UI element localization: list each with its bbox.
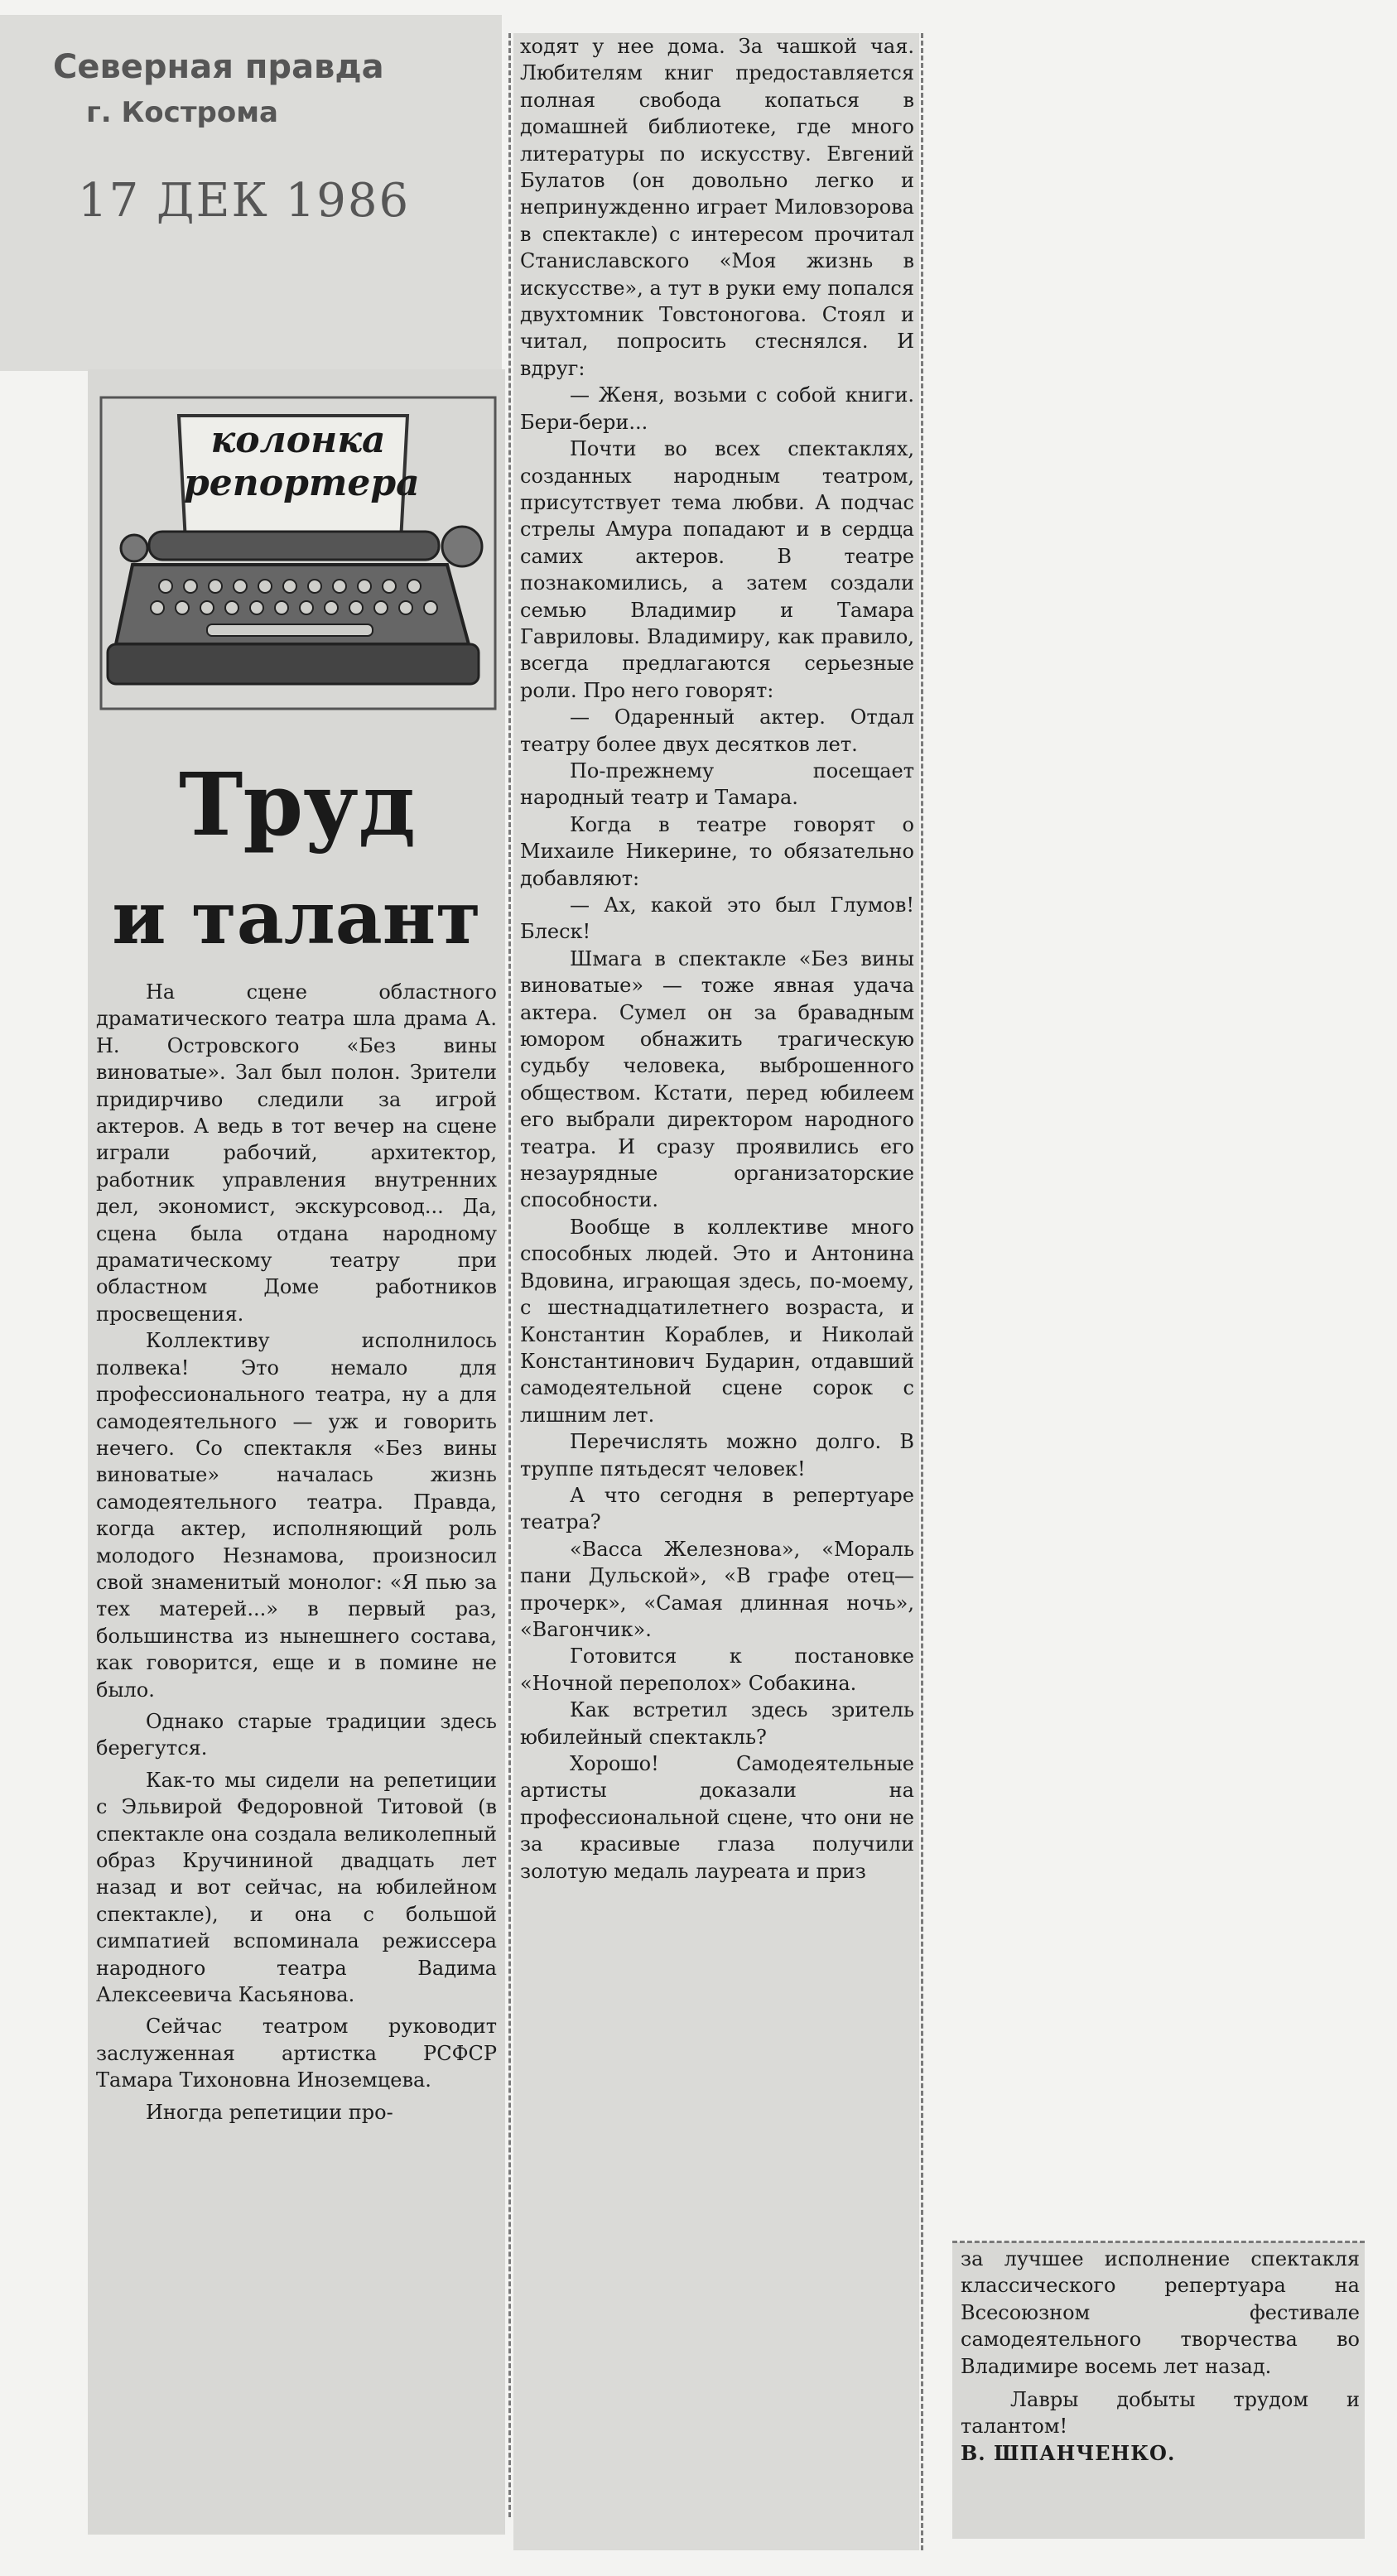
paragraph: Иногда репетиции про- — [146, 2100, 393, 2124]
paragraph: А что сегодня в репертуаре театра? — [520, 1483, 914, 1534]
paragraph: «Васса Железнова», «Мораль пани Дульской», «В графе отец—прочерк», «Самая длинная ночь», «Вагончик». — [520, 1537, 914, 1641]
rubric-label — [184, 419, 420, 505]
rubric-label-line2: репортера — [184, 462, 420, 504]
author-signature: В. ШПАНЧЕНКО. — [961, 2440, 1176, 2465]
article-column-2 — [520, 33, 914, 2559]
paragraph: На сцене областного драматического театра шла драма А. Н. Островского «Без вины виноватые». Зал был полон. Зрители придирчиво следили за игрой актеров. А ведь в тот вечер на сцене играли рабочий, архитектор, работник управления внутренних дел, экономист, экскурсовод... Да, сцена была отдана народному драматическому театру при областном Доме работников просвещения. — [96, 980, 497, 1326]
city-stamp: г. Кострома — [86, 96, 278, 129]
date-stamp: 17 ДЕК 1986 — [78, 174, 411, 228]
headline-line2: и талант — [112, 874, 481, 961]
paragraph: Однако старые традиции здесь берегутся. — [96, 1709, 497, 1760]
paragraph: — Ах, какой это был Глумов! Блеск! — [520, 893, 914, 944]
paragraph: ходят у нее дома. За чашкой чая. Любителям книг предоставляется полная свобода копаться в домашней библиотеке, где много литературы по искусству. Евгений Булатов (он довольно легко и непринужденно играет Миловзорова в спектакле) с интересом прочитал Станиславского «Моя жизнь в искусстве», а тут в руки ему попался двухтомник Товстоногова. Стоял и читал, попросить стеснялся. И вдруг: — [520, 35, 914, 380]
paragraph: Перечислять можно долго. В труппе пятьдесят человек! — [520, 1430, 914, 1481]
headline-line1: Труд — [179, 754, 416, 855]
paragraph: Шмага в спектакле «Без вины виноватые» — тоже явная удача актера. Сумел он за бравадным юмором обнажить трагическую судьбу человека, выброшенного обществом. Кстати, перед юбилеем его выбрали директором народного театра. И сразу проявились его незаурядные организаторские способности. — [520, 946, 914, 1212]
paragraph: Сейчас театром руководит заслуженная артистка РСФСР Тамара Тихоновна Иноземцева. — [96, 2015, 497, 2092]
paragraph: Лавры добыты трудом и талантом! — [961, 2388, 1360, 2439]
paragraph: — Одаренный актер. Отдал театру более двух десятков лет. — [520, 705, 914, 756]
newspaper-name-stamp: Северная правда — [53, 48, 384, 86]
paragraph: Как встретил здесь зритель юбилейный спектакль? — [520, 1698, 914, 1749]
paragraph: Как-то мы сидели на репетиции с Эльвирой Федоровной Титовой (в спектакле она создала великолепный образ Кручининой двадцать лет назад и вот сейчас, на юбилейном спектакле), и она с большой симпатией вспоминала режиссера народного театра Вадима Алексеевича Касьянова. — [96, 1768, 497, 2007]
column-cut-line — [508, 33, 511, 2517]
paragraph: за лучшее исполнение спектакля классического репертуара на Всесоюзном фестивале самодеятельного творчества во Владимире восемь лет назад. — [961, 2247, 1360, 2378]
paragraph: Вообще в коллективе много способных людей. Это и Антонина Вдовина, играющая здесь, по-моему, с шестнадцатилетнего возраста, и Константин Кораблев, и Николай Константинович Бударин, отдавший самодеятельной сцене сорок с лишним лет. — [520, 1215, 914, 1427]
rubric-label-line1: колонка — [210, 419, 386, 461]
paragraph: Когда в театре говорят о Михаиле Никерине, то обязательно добавляют: — [520, 812, 914, 890]
paragraph: Готовится к постановке «Ночной переполох» Собакина. — [520, 1644, 914, 1695]
paragraph: Почти во всех спектаклях, созданных народным театром, присутствует тема любви. А подчас стрелы Амура попадают и в сердца самих актеров. В театре познакомились, а затем создали семью Владимир и Тамара Гавриловы. Владимиру, как правило, всегда предлагаются серьезные роли. Про него говорят: — [520, 437, 914, 702]
paragraph: Коллективу исполнилось полвека! Это немало для профессионального театра, ну а для самодеятельного — уж и говорить нечего. Со спектакля «Без вины виноватые» началась жизнь самодеятельного театра. Правда, когда актер, исполняющий роль молодого Незнамова, произносил свой знаменитый монолог: «Я пью за тех матерей...» в первый раз, большинства из нынешнего состава, как говорится, еще и в помине не было. — [96, 1329, 497, 1702]
article-column-3 — [961, 2246, 1360, 2535]
paragraph: — Женя, возьми с собой книги. Бери-бери... — [520, 383, 914, 434]
column-cut-line — [952, 2241, 1365, 2243]
paragraph: Хорошо! Самодеятельные артисты доказали на профессиональной сцене, что они не за красивые глаза получили золотую медаль лауреата и приз — [520, 1752, 914, 1883]
article-column-1 — [96, 979, 497, 2527]
column-cut-line — [921, 33, 923, 2550]
paragraph: По-прежнему посещает народный театр и Тамара. — [520, 758, 914, 810]
